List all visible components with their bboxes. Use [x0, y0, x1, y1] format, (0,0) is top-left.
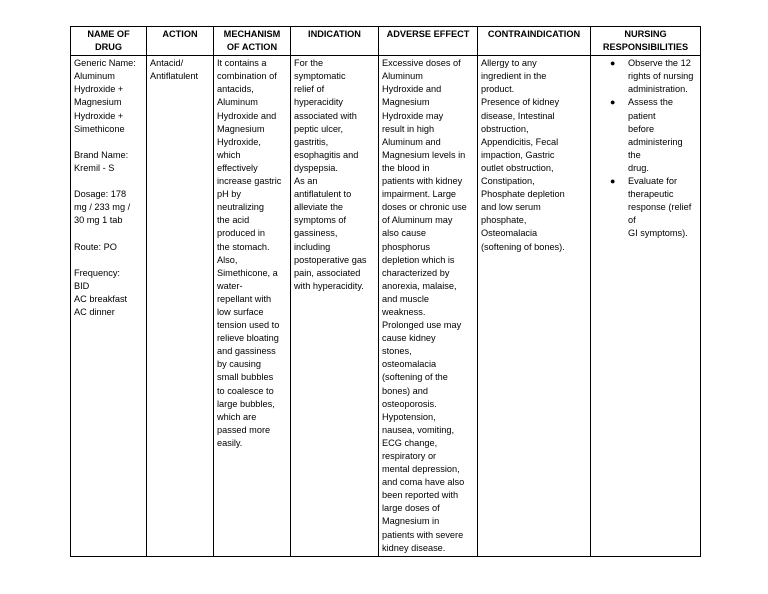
header-indication: INDICATION [291, 27, 379, 56]
cell-name-of-drug: Generic Name: Aluminum Hydroxide + Magnesium Hydroxide + Simethicone Brand Name: Kremil - S Dosage: 178 mg / 233 mg / 30 mg 1 tab Route: PO Frequency: BID AC breakfast AC dinner [71, 56, 147, 557]
bullet-icon: ● [610, 58, 616, 69]
cell-mechanism: It contains a combination of antacids, Aluminum Hydroxide and Magnesium Hydroxide, which effectively increase gastric pH by neutralizing the acid produced in the stomach. Also, Simethicone, a water- repellant with low surface tension used to relieve bloating and gassiness by causing small bubbles to coalesce to large bubbles, which are passed more easily. [214, 56, 291, 557]
nursing-item-text: Evaluate for therapeutic response (relief of GI symptoms). [628, 176, 692, 239]
cell-action: Antacid/ Antiflatulent [147, 56, 214, 557]
cell-nursing [591, 56, 701, 557]
header-row [71, 27, 701, 56]
header-name-of-drug: NAME OF DRUG [71, 27, 147, 56]
cell-indication: For the symptomatic relief of hyperacidity associated with peptic ulcer, gastritis, esophagitis and dyspepsia. As an antiflatulent to alleviate the symptoms of gassiness, including postoperative gas pain, associated with hyperacidity. [291, 56, 379, 557]
table-row [71, 56, 701, 557]
nursing-item-text: Assess the patient before administering the drug. [628, 97, 683, 173]
list-item [610, 57, 697, 96]
cell-adverse-effect: Excessive doses of Aluminum Hydroxide and Magnesium Hydroxide may result in high Aluminum and Magnesium levels in the blood in patients with kidney impairment. Large doses or chronic use of Aluminum may also cause phosphorus depletion which is characterized by anorexia, malaise, and muscle weakness. Prolonged use may cause kidney stones, osteomalacia (softening of the bones) and osteoporosis. Hypotension, nausea, vomiting, ECG change, respiratory or mental depression, and coma have also been reported with large doses of Magnesium in patients with severe kidney disease. [379, 56, 478, 557]
header-contraindication: CONTRAINDICATION [478, 27, 591, 56]
drug-study-table [70, 26, 701, 557]
list-item [610, 96, 697, 175]
header-action: ACTION [147, 27, 214, 56]
header-mechanism: MECHANISM OF ACTION [214, 27, 291, 56]
nursing-list [594, 57, 697, 240]
header-nursing: NURSING RESPONSIBILITIES [591, 27, 701, 56]
bullet-icon: ● [610, 97, 616, 108]
nursing-item-text: Observe the 12 rights of nursing administration. [628, 58, 694, 95]
bullet-icon: ● [610, 176, 616, 187]
header-adverse-effect: ADVERSE EFFECT [379, 27, 478, 56]
cell-contraindication: Allergy to any ingredient in the product. Presence of kidney disease, Intestinal obstruction, Appendicitis, Fecal impaction, Gastric outlet obstruction, Constipation, Phosphate depletion and low serum phosphate, Osteomalacia (softening of bones). [478, 56, 591, 557]
list-item [610, 175, 697, 240]
